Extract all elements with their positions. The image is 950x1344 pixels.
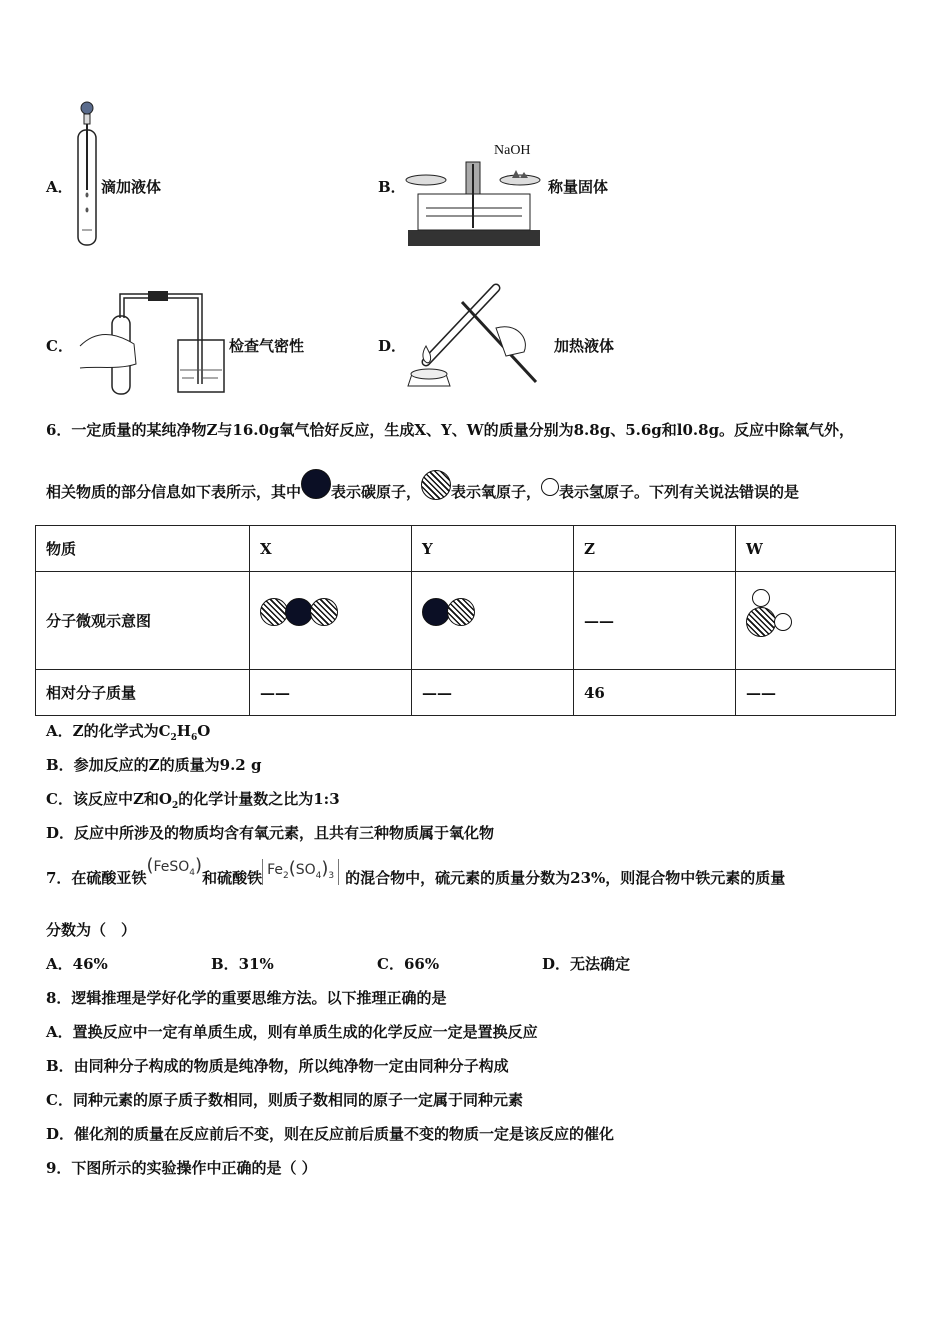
naoh-label: NaOH: [494, 143, 531, 158]
co2-molecule-icon: [260, 598, 338, 626]
table-header-row: [36, 526, 896, 572]
q7-stem-line1: [46, 854, 786, 899]
q8-option-a: A．置换反应中一定有单质生成，则有单质生成的化学反应一定是置换反应: [46, 1023, 538, 1041]
option-c-letter: C．: [46, 337, 73, 355]
option-b-letter: B．: [378, 178, 406, 196]
hydrogen-atom-icon: [541, 478, 559, 496]
option-c-label: 检查气密性: [229, 337, 305, 355]
q6-stem-text-b: 表示碳原子，: [331, 483, 422, 501]
q7-option-c: C．66%: [377, 955, 440, 973]
table-header-cell: Z: [574, 526, 736, 572]
q6-option-b: B．参加反应的Z的质量为9.2 g: [46, 756, 262, 774]
q6-stem-line2: [46, 482, 799, 502]
ferrous-sulfate-formula: (FeSO$_4$): [146, 854, 203, 878]
substance-table: [35, 525, 896, 716]
q8-option-d: D．催化剂的质量在反应前后不变，则在反应前后质量不变的物质一定是该反应的催化: [46, 1125, 615, 1143]
q6-option-c: C．该反应中Z和$O_2$的化学计量数之比为1:3: [46, 790, 340, 811]
oxygen-atom-icon: [421, 470, 451, 500]
x-molecule-cell: [250, 572, 412, 670]
table-cell: ——: [412, 670, 574, 716]
table-header-cell: W: [736, 526, 896, 572]
option-a-letter: A．: [46, 178, 73, 196]
q8-stem: 8．逻辑推理是学好化学的重要思维方法。以下推理正确的是: [46, 989, 447, 1007]
table-row-label: 相对分子质量: [36, 670, 250, 716]
airtightness-check-figure: [78, 288, 228, 396]
option-d-letter: D．: [378, 337, 407, 355]
option-b-label: 称量固体: [548, 178, 609, 196]
carbon-atom-icon: [301, 469, 331, 499]
table-header-cell: 物质: [36, 526, 250, 572]
heating-liquid-figure: [406, 282, 550, 394]
q6-stem-text-d: 表示氢原子。下列有关说法错误的是: [559, 483, 800, 501]
w-molecule-cell: [736, 572, 896, 670]
table-row-molecule: [36, 572, 896, 670]
q8-option-c: C．同种元素的原子质子数相同，则质子数相同的原子一定属于同种元素: [46, 1091, 523, 1109]
q7-option-b: B．31%: [211, 955, 274, 973]
q7-stem-text-c: 的混合物中，硫元素的质量分数为23%，则混合物中铁元素的质量: [345, 869, 786, 887]
ferric-sulfate-formula: $Fe_2(SO_4)_3$: [262, 859, 339, 886]
balance-scale-figure: [404, 158, 544, 250]
h2o-molecule-icon: [746, 589, 802, 639]
y-molecule-cell: [412, 572, 574, 670]
q6-stem-line1: 6．一定质量的某纯净物Z与16.0g氧气恰好反应，生成X、Y、W的质量分别为8.8g、5.6g和l0.8g。反应中除氧气外，: [46, 421, 855, 439]
table-row-mass: [36, 670, 896, 716]
q6-option-d: D．反应中所涉及的物质均含有氧元素，且共有三种物质属于氧化物: [46, 824, 495, 842]
q6-option-a: A．Z的化学式为$C_2H_6O$: [46, 722, 211, 743]
q7-stem-line2: 分数为（ ）: [46, 921, 137, 939]
q9-stem: 9．下图所示的实验操作中正确的是（ ）: [46, 1159, 317, 1177]
q7-option-a: A．46%: [46, 955, 108, 973]
table-cell: ——: [736, 670, 896, 716]
q7-option-d: D．无法确定: [542, 955, 631, 973]
q6-stem-text-a: 相关物质的部分信息如下表所示，其中: [46, 483, 302, 501]
table-row-label: 分子微观示意图: [36, 572, 250, 670]
table-cell: ——: [250, 670, 412, 716]
table-header-cell: X: [250, 526, 412, 572]
table-cell: 46: [574, 670, 736, 716]
q7-stem-text-b: 和硫酸铁: [202, 869, 263, 887]
option-a-label: 滴加液体: [101, 178, 162, 196]
table-header-cell: Y: [412, 526, 574, 572]
q6-stem-text-c: 表示氧原子，: [451, 483, 542, 501]
dropper-test-tube-figure: [72, 100, 102, 250]
q7-stem-text-a: 7．在硫酸亚铁: [46, 869, 147, 887]
z-molecule-cell: ——: [574, 572, 736, 670]
co-molecule-icon: [422, 598, 475, 626]
option-d-label: 加热液体: [554, 337, 615, 355]
q8-option-b: B．由同种分子构成的物质是纯净物，所以纯净物一定由同种分子构成: [46, 1057, 509, 1075]
